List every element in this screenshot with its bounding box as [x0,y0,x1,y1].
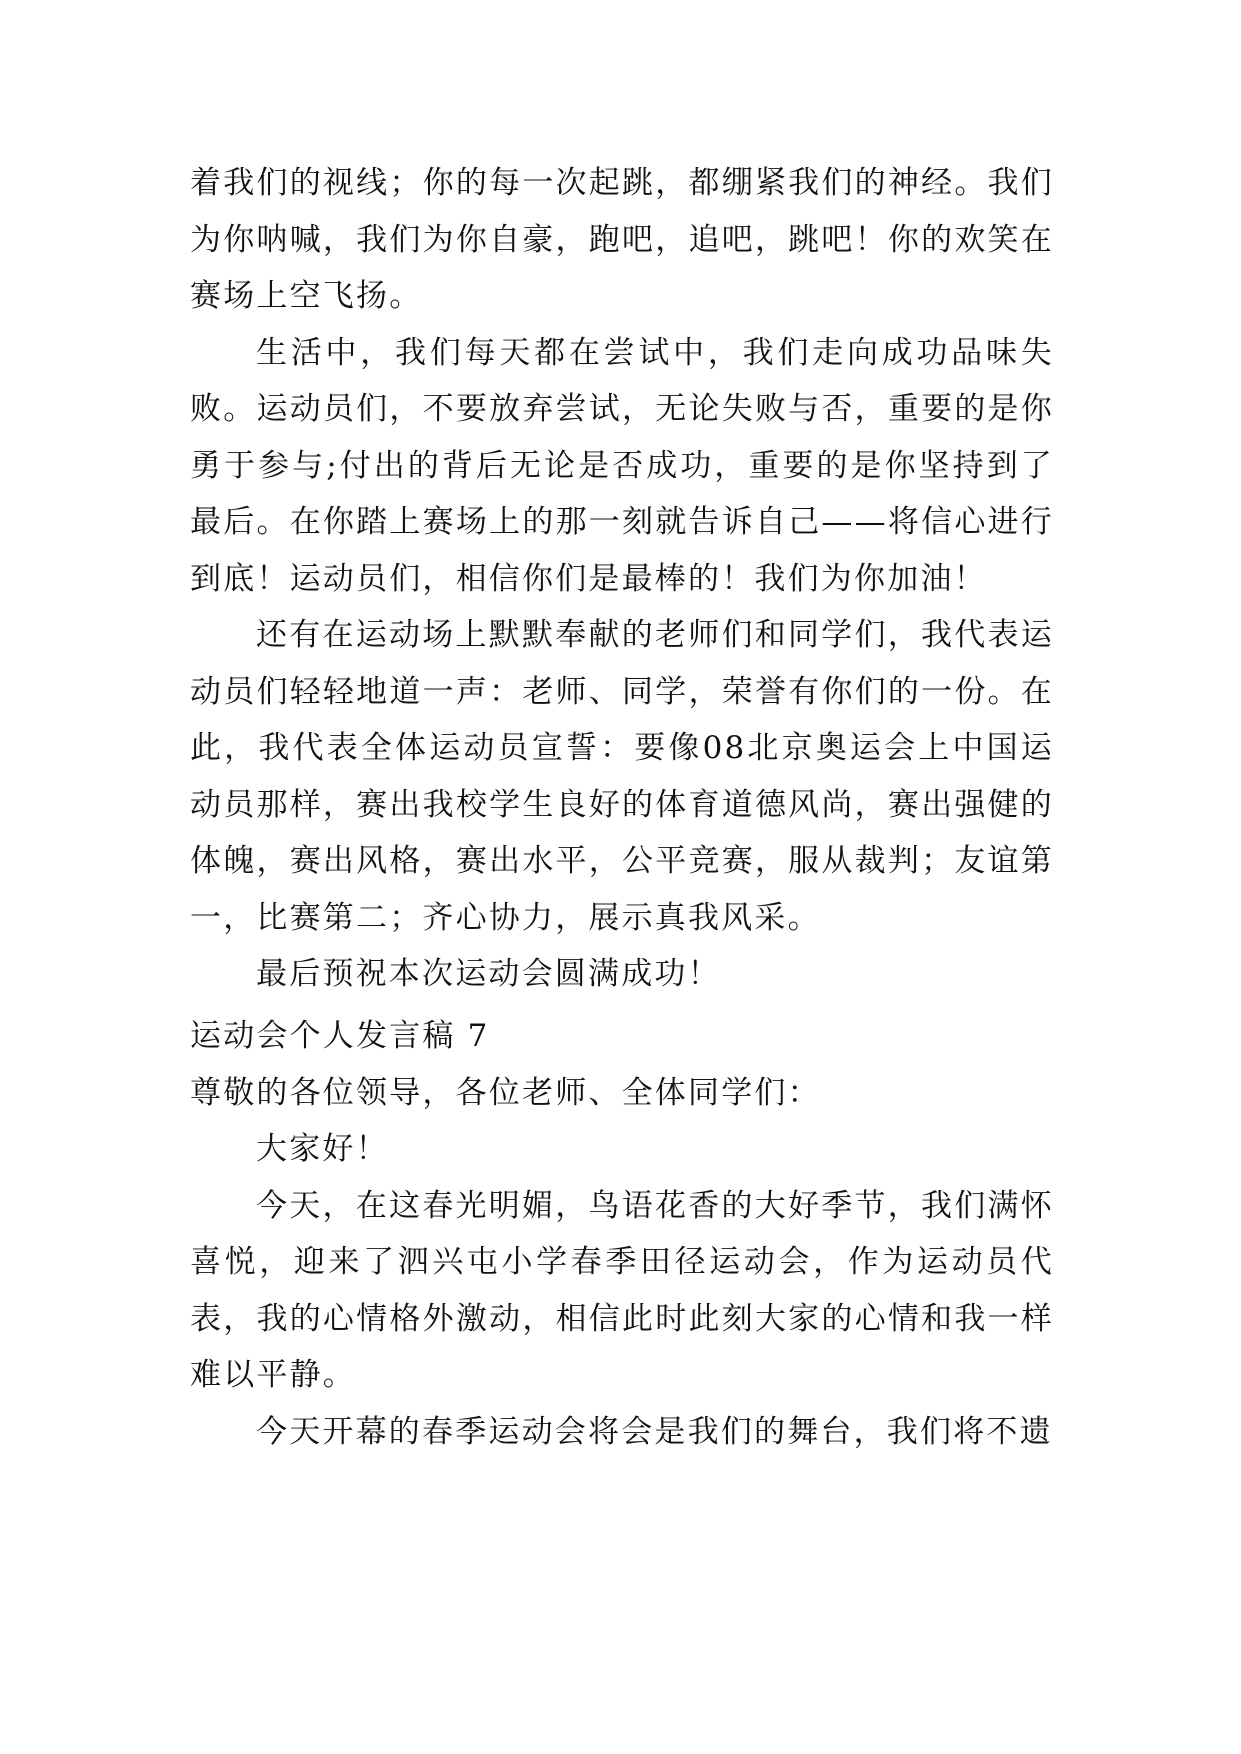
paragraph: 大家好！ [256,1131,389,1167]
paragraph: 最后预祝本次运动会圆满成功！ [256,956,721,992]
paragraph: 还有在运动场上默默奉献的老师们和同学们，我代表运动员们轻轻地道一声：老师、同学，荣誉有你们的一份。在此，我代表全体运动员宣誓：要像08北京奥运会上中国运动员那样，赛出我校学生良好的体育道德风尚，赛出强健的体魄，赛出风格，赛出水平，公平竞赛，服从裁判；友谊第一，比赛第二；齐心协力，展示真我风采。 [190,617,1054,936]
text-block-bottom [190,1008,1054,1460]
paragraph: 今天，在这春光明媚，鸟语花香的大好季节，我们满怀喜悦，迎来了泗兴屯小学春季田径运动会，作为运动员代表，我的心情格外激动，相信此时此刻大家的心情和我一样难以平静。 [190,1187,1054,1393]
paragraph: 今天开幕的春季运动会将会是我们的舞台，我们将不遗 [256,1413,1053,1450]
text-block-top [190,155,1054,1003]
paragraph: 生活中，我们每天都在尝试中，我们走向成功品味失败。运动员们，不要放弃尝试，无论失败与否，重要的是你勇于参与;付出的背后无论是否成功，重要的是你坚持到了最后。在你踏上赛场上的那一刻就告诉自己——将信心进行到底！运动员们，相信你们是最棒的！我们为你加油！ [190,334,1054,597]
paragraph: 着我们的视线；你的每一次起跳，都绷紧我们的神经。我们为你呐喊，我们为你自豪，跑吧，追吧，跳吧！你的欢笑在赛场上空飞扬。 [190,165,1054,314]
salutation: 尊敬的各位领导，各位老师、全体同学们： [190,1074,821,1111]
section-title: 运动会个人发言稿 7 [190,1018,490,1054]
